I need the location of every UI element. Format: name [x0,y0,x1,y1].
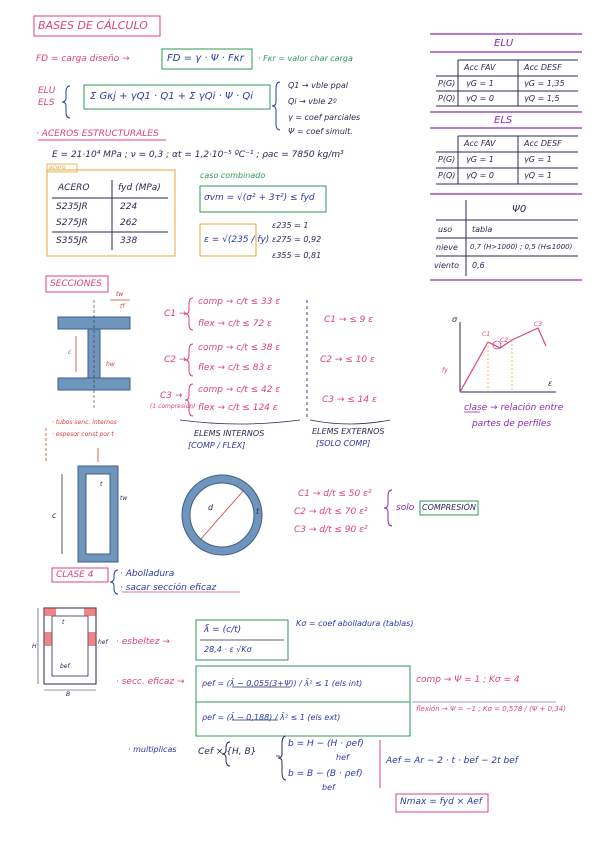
rho-frame [196,666,410,736]
ext-c2: C2 → ≤ 10 ε [320,355,375,365]
i-label: tf [120,303,125,310]
ext-c3: C3 → ≤ 14 ε [322,395,377,405]
hatch-label: t [62,619,65,626]
circle-d: d [208,503,214,512]
secciones-title: SECCIONES [50,279,102,289]
nmax-formula: Nmax = fyd × Aef [400,797,482,807]
class-c1-comp: comp → c/t ≤ 33 ε [198,297,281,307]
graph-note: clase → relación entre [464,403,564,413]
psi-cell: 0,6 [472,261,485,270]
rho-ext-formula: ρef = (λ̄ − 0,188) / λ̄² ≤ 1 (els ext) [202,713,341,722]
clase4-title: CLASE 4 [56,570,94,580]
b-sub-2: bef [322,783,335,792]
epsilon-value: ε275 = 0,92 [272,235,322,244]
hatch-label: bef [60,663,70,670]
legend-item: Ψ = coef simult. [288,127,353,136]
class-c3-flex: flex → c/t ≤ 124 ε [198,403,278,413]
rect-label: tw [120,495,128,502]
els-cell: γG = 1 [524,155,552,164]
elu-cell: γG = 1 [466,79,494,88]
elu-title: ELU [494,38,514,49]
els-label: ELS [38,98,55,108]
steel-cell: S275JR [56,218,88,228]
elu-cell: P(Q) [438,94,456,103]
steel-cell: 224 [120,202,138,212]
legend-item: Qi → vble 2º [288,97,337,106]
els-cell: γQ = 1 [524,171,552,180]
aef-formula: Aef = Ar − 2 · t · bef − 2t bef [386,756,518,766]
graph-x-label: ε [548,379,553,388]
clase4-item: · sacar sección eficaz [120,583,217,593]
external-sub: [SOLO COMP] [316,439,371,448]
class-c3-comp: comp → c/t ≤ 42 ε [198,385,281,395]
psi-header: Ψ0 [512,204,527,215]
epsilon-value: ε235 = 1 [272,221,309,230]
rect-label: t [100,481,103,488]
steel-table-tag: acero [49,164,66,171]
steel-header: fyd (MPa) [118,183,161,193]
hatch-label: H [32,643,37,650]
class-c2-flex: flex → c/t ≤ 83 ε [198,363,272,373]
steel-cell: 262 [120,218,138,228]
internal-sub: [COMP / FLEX] [188,441,246,450]
b-formula-1: b = H − (H · ρef) [288,739,364,749]
els-title: ELS [494,115,513,126]
external-label: ELEMS EXTERNOS [312,427,385,436]
psi-cell: nieve [436,243,458,252]
class-c1-flex: flex → c/t ≤ 72 ε [198,319,272,329]
aceros-title: · ACEROS ESTRUCTURALES [36,129,159,139]
ext-c1: C1 → ≤ 9 ε [324,315,374,325]
class-c1: C1 → [164,309,187,319]
circle-c2: C2 → d/t ≤ 70 ε² [294,507,368,517]
steel-header: ACERO [58,183,90,193]
graph-fy: fy [442,367,448,374]
b-sub-1: hef [336,753,349,762]
steel-cell: S235JR [56,202,88,212]
elu-header: Acc FAV [464,63,496,72]
els-cell: P(Q) [438,171,456,180]
i-label: tw [116,291,124,298]
graph-c3: C3 [534,321,543,328]
psi-cell: viento [434,261,459,270]
comp-case: comp → Ψ = 1 ; Kσ = 4 [416,675,520,685]
circular-tube-section [182,475,262,555]
epsilon-formula: ε = √(235 / fy) [204,235,270,245]
elu-cell: γQ = 0 [466,94,494,103]
psi-cell: 0,7 (H>1000) ; 0,5 (H≤1000) [470,243,573,251]
circle-c1: C1 → d/t ≤ 50 ε² [298,489,372,499]
esbeltez-num: λ̄ = (c/t) [204,625,242,635]
elu-header: Acc DESF [524,63,562,72]
fd-formula: FD = γ · Ψ · Fκr [167,53,244,64]
rect-label: c [52,511,57,520]
circle-comp: COMPRESIÓN [422,503,476,512]
els-cell: γQ = 0 [466,171,494,180]
rho-int-formula: ρef = (λ̄ − 0,055(3+Ψ)) / λ̄² ≤ 1 (els int) [202,679,363,688]
class-c3: C3 → [160,391,183,401]
els-header: Acc DESF [524,139,562,148]
brace [62,86,70,118]
stress-strain-graph [460,322,556,392]
mult-label: · multiplicas [128,745,177,754]
internal-label: ELEMS INTERNOS [194,429,265,438]
i-label: hw [106,361,115,368]
c-ef: Cef × {H, B} [198,747,257,757]
esbeltez-note: Kσ = coef abolladura (tablas) [296,619,414,628]
effective-section-sketch [38,608,96,690]
flex-case: flexión → Ψ = −1 ; Kσ = 0,578 / (Ψ + 0,34) [416,705,566,713]
left-note: · tubos senc. internos [52,419,117,426]
left-note: · espesor const por t [52,431,114,438]
hatch-label: B [66,691,71,698]
class-c2: C2 → [164,355,187,365]
legend-item: Q1 → vble ppal [288,81,348,90]
clase4-item: · Abolladura [120,569,175,579]
steel-properties: E = 21·10⁴ MPa ; ν = 0,3 ; αt = 1,2·10⁻⁵ ºC⁻¹ ; ρac = 7850 kg/m³ [52,150,344,160]
graph-c2: C2 [500,337,509,344]
hatch-label: hef [98,639,108,646]
els-cell: P(G) [438,155,456,164]
circle-t: t [256,507,260,516]
class-c3-sub: (1 compresión) [150,403,196,410]
psi-cell: tabla [472,225,493,234]
esbeltez-label: · esbeltez → [116,637,170,647]
els-header: Acc FAV [464,139,496,148]
secc-eficaz-label: · secc. eficaz → [116,677,185,687]
legend-item: γ = coef parciales [288,113,361,122]
von-mises-formula: σvm = √(σ² + 3τ²) ≤ fyd [204,193,315,203]
elu-label: ELU [38,86,56,96]
graph-c1: C1 [482,331,491,338]
elu-cell: γG = 1,35 [524,79,565,88]
i-label: c [68,349,72,356]
circle-solo: solo [396,503,415,513]
elu-cell: P(G) [438,79,456,88]
psi-cell: uso [438,225,453,234]
page-title: BASES DE CÁLCULO [38,19,148,32]
class-c2-comp: comp → c/t ≤ 38 ε [198,343,281,353]
esbeltez-den: 28,4 · ε √Kσ [204,645,252,654]
brace [272,82,280,130]
circle-c3: C3 → d/t ≤ 90 ε² [294,525,368,535]
graph-note: partes de perfiles [472,419,552,429]
rect-tube-section [62,448,118,562]
els-cell: γG = 1 [466,155,494,164]
elu-cell: γQ = 1,5 [524,94,560,103]
b-formula-2: b = B − (B · ρef) [288,769,363,779]
graph-y-label: σ [452,315,458,324]
steel-cell: 338 [120,236,138,246]
fd-label: FD = carga diseño → [36,54,130,64]
fd-note: · Fκr = valor char carga [258,54,353,63]
combined-case-label: caso combinado [200,171,266,180]
steel-cell: S355JR [56,236,88,246]
epsilon-value: ε355 = 0,81 [272,251,322,260]
combination-formula: Σ Gκj + γQ1 · Q1 + Σ γQi · Ψ · Qi [90,91,253,102]
